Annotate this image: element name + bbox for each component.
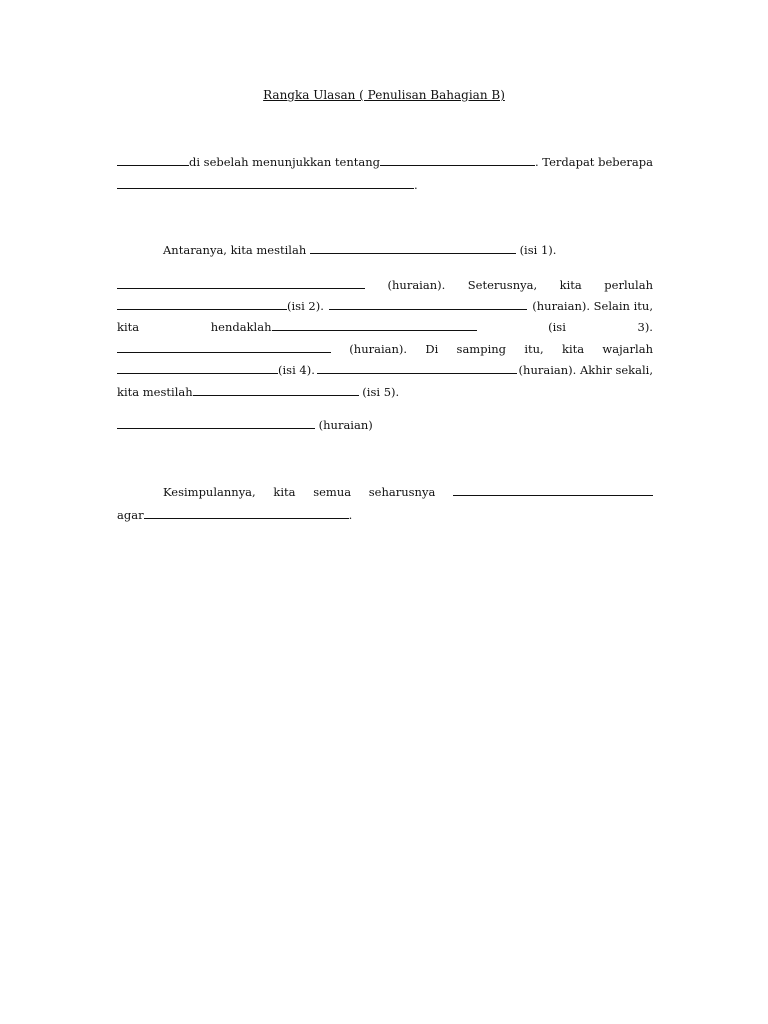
body-text: kita	[559, 278, 582, 292]
blank-field[interactable]	[144, 507, 349, 519]
body-text: kita	[562, 342, 585, 356]
intro-text: . Terdapat beberapa	[534, 155, 653, 169]
conclusion-line-1	[117, 484, 653, 500]
body-line-7	[117, 384, 653, 400]
conclusion-text: agar	[117, 508, 144, 522]
body-text: (isi	[548, 320, 566, 334]
body-line-8	[117, 417, 653, 433]
body-text: (isi 2).	[287, 299, 324, 313]
body-text: (huraian).	[349, 342, 408, 356]
body-text: Di	[425, 342, 439, 356]
body-text: kita mestilah	[117, 385, 193, 399]
body-line-1	[117, 242, 653, 258]
blank-field[interactable]	[117, 154, 189, 166]
conclusion-text: Kesimpulannya,	[163, 485, 256, 499]
blank-field[interactable]	[117, 177, 414, 189]
body-segment	[117, 362, 315, 378]
blank-field[interactable]	[117, 417, 315, 429]
body-text: (huraian). Selain itu,	[532, 299, 653, 313]
conclusion-line-2	[117, 507, 653, 523]
blank-field[interactable]	[117, 341, 331, 353]
intro-line-1	[117, 154, 653, 170]
body-text: samping	[456, 342, 507, 356]
body-text: (huraian). Akhir sekali,	[518, 363, 653, 377]
body-text: wajarlah	[602, 342, 653, 356]
body-text: (isi 1).	[519, 243, 557, 257]
body-text: Antaranya, kita mestilah	[163, 243, 307, 257]
page-title: Rangka Ulasan ( Penulisan Bahagian B)	[263, 88, 505, 102]
conclusion-text: semua	[313, 485, 352, 499]
body-text: Seterusnya,	[467, 278, 538, 292]
body-line-4	[117, 319, 653, 335]
conclusion-text: .	[348, 508, 353, 522]
intro-text: .	[414, 178, 418, 192]
body-text: hendaklah	[210, 320, 272, 334]
body-line-5	[117, 341, 653, 357]
body-line-3	[117, 298, 653, 314]
blank-field[interactable]	[453, 484, 653, 496]
body-text: (huraian).	[387, 278, 446, 292]
blank-field[interactable]	[272, 319, 477, 331]
blank-field[interactable]	[317, 362, 517, 374]
body-text: (isi 5).	[362, 385, 400, 399]
intro-line-2	[117, 177, 653, 193]
blank-field[interactable]	[117, 277, 365, 289]
body-text: 3).	[637, 320, 653, 334]
body-line-6	[117, 362, 653, 378]
blank-field[interactable]	[329, 298, 527, 310]
intro-text: di sebelah menunjukkan tentang	[188, 155, 380, 169]
blank-field[interactable]	[193, 384, 359, 396]
body-text: itu,	[524, 342, 544, 356]
conclusion-text: seharusnya	[368, 485, 436, 499]
body-text: kita	[117, 320, 140, 334]
blank-field[interactable]	[117, 362, 278, 374]
body-line-2	[117, 277, 653, 293]
body-segment	[117, 298, 324, 314]
blank-field[interactable]	[380, 154, 535, 166]
intro-segment	[380, 154, 653, 170]
body-segment	[211, 319, 477, 335]
blank-field[interactable]	[310, 242, 516, 254]
conclusion-text: kita	[273, 485, 296, 499]
body-text: perlulah	[604, 278, 653, 292]
body-text: (isi 4).	[278, 363, 315, 377]
blank-field[interactable]	[117, 298, 287, 310]
body-text: (huraian)	[318, 418, 373, 432]
